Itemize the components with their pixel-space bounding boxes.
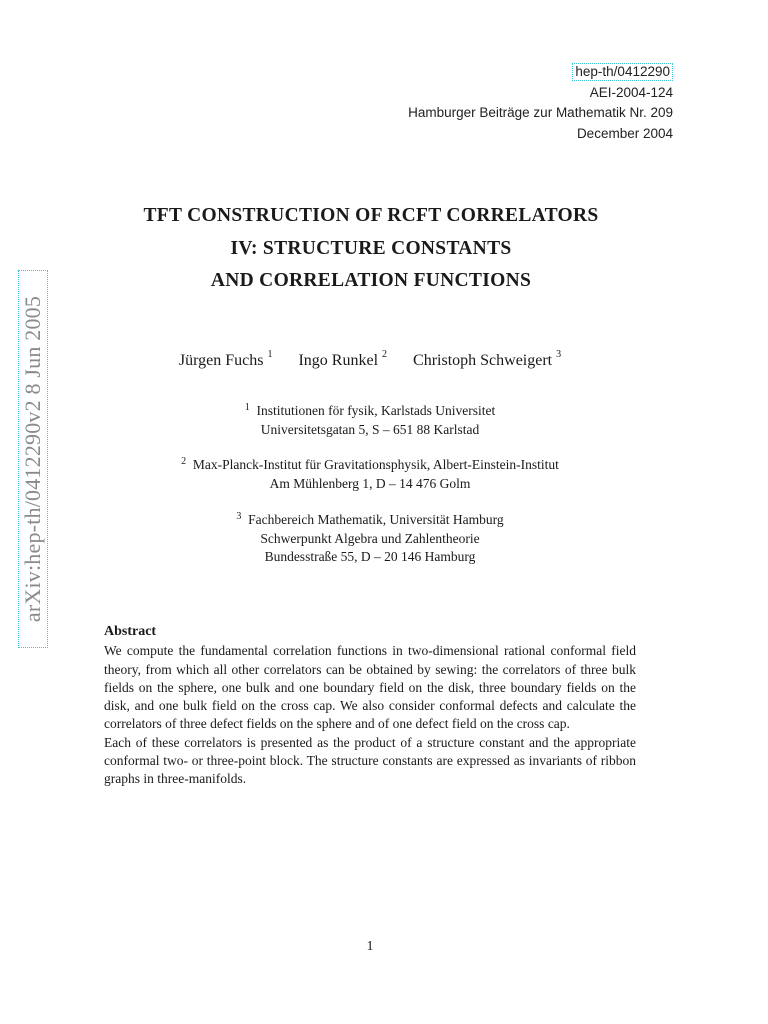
author-list [0, 349, 740, 370]
author-schweigert [413, 349, 562, 369]
header-block [408, 62, 673, 144]
affiliation-line: Fachbereich Mathematik, Universität Hamburg [248, 512, 504, 527]
abstract-paragraph-2: Each of these correlators is presented as the product of a structure constant and the appropriate conformal two- or three-point block. The structure constants are expressed as invariants of ribbon graphs in three-manifolds. [104, 734, 636, 787]
affiliation-mark: 2 [382, 349, 388, 360]
author-name: Ingo Runkel [298, 352, 379, 369]
author-runkel [298, 349, 388, 369]
page-number: 1 [366, 939, 374, 954]
publication-date: December 2004 [576, 125, 673, 141]
affiliation-line: Max-Planck-Institut für Gravitationsphysik, Albert-Einstein-Institut [192, 457, 559, 472]
affiliation-line: Am Mühlenberg 1, D – 14 476 Golm [269, 475, 471, 491]
title-line-2: IV: STRUCTURE CONSTANTS [230, 237, 512, 259]
report-number: AEI-2004-124 [589, 84, 673, 100]
series-info: Hamburger Beiträge zur Mathematik Nr. 209 [408, 105, 673, 120]
affiliation-line: Universitetsgatan 5, S – 651 88 Karlstad [260, 421, 480, 437]
affiliation-mark: 1 [267, 349, 273, 360]
author-name: Jürgen Fuchs [178, 352, 264, 369]
affiliation-line: Institutionen för fysik, Karlstads Universitet [256, 403, 496, 418]
affiliation-line: Bundesstraße 55, D – 20 146 Hamburg [264, 549, 476, 564]
affiliation-mark: 2 [181, 456, 187, 467]
abstract-paragraph-1: We compute the fundamental correlation functions in two-dimensional rational conformal field theory, from which all other correlators can be obtained by sewing: the correlators of three bulk fields on the sphere, one bulk and one boundary field on the disk, three boundary fields on the disk, and one bulk field on the cross cap. We also consider conformal defects and calculate the correlators of three defect fields on the sphere and of one defect field on the cross cap. [104, 643, 636, 732]
affiliation-mark: 3 [556, 349, 562, 360]
abstract-heading: Abstract [104, 624, 157, 639]
author-fuchs [178, 349, 273, 369]
affiliation-hamburg [0, 511, 740, 567]
abstract-section [104, 623, 636, 789]
title-line-3: AND CORRELATION FUNCTIONS [210, 270, 532, 291]
affiliation-golm [0, 456, 740, 493]
arxiv-id-link[interactable]: hep-th/0412290 [572, 63, 673, 81]
title-line-1: TFT CONSTRUCTION OF RCFT CORRELATORS [143, 205, 599, 226]
affiliation-mark: 3 [236, 511, 242, 522]
paper-title [0, 200, 742, 298]
affiliation-karlstad [0, 402, 740, 439]
author-name: Christoph Schweigert [413, 352, 553, 369]
affiliation-line: Schwerpunkt Algebra und Zahlentheorie [260, 530, 480, 546]
affiliation-mark: 1 [244, 402, 250, 413]
arxiv-side-stamp-text: arXiv:hep-th/0412290v2 8 Jun 2005 [20, 295, 45, 623]
